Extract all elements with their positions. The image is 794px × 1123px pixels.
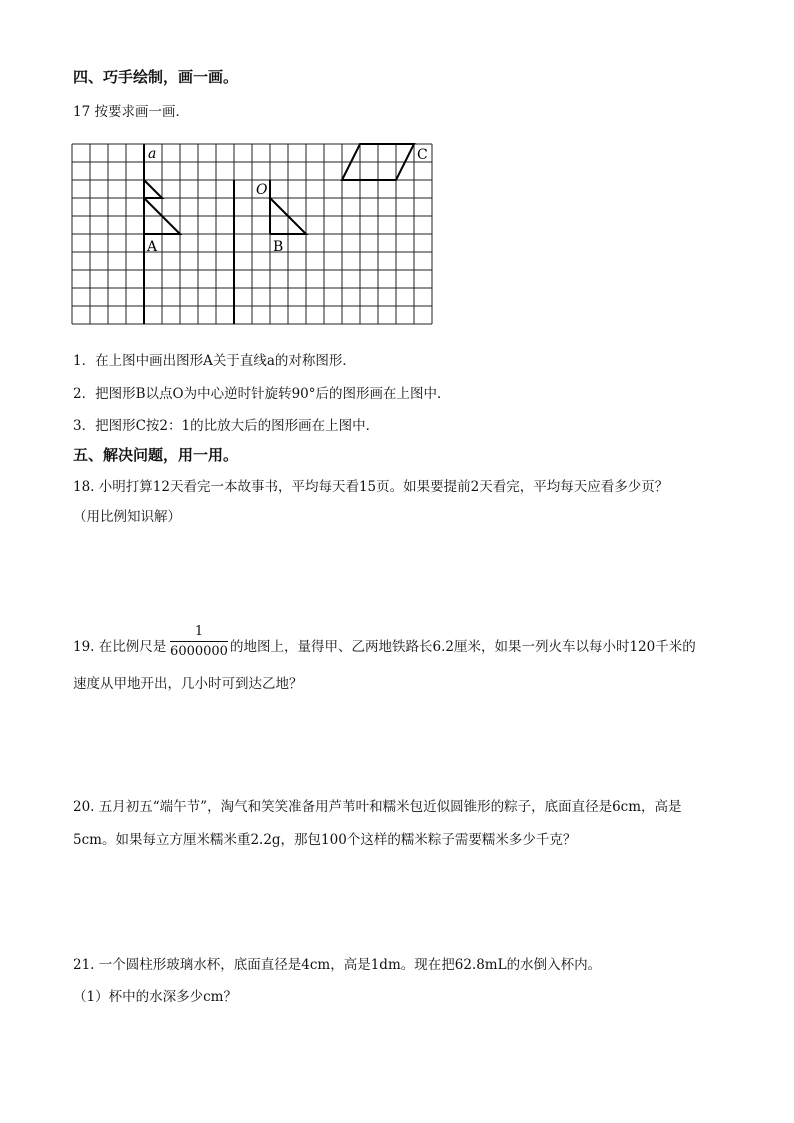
question-19-suffix: 的地图上，量得甲、乙两地铁路长6.2厘米，如果一列火车以每小时120千米的 bbox=[230, 639, 696, 655]
question-20-line2: 5cm。如果每立方厘米糯米重2.2g，那包100个这样的糯米粽子需要糯米多少千克？ bbox=[73, 832, 577, 848]
question-19-line2: 速度从甲地开出，几小时可到达乙地？ bbox=[73, 676, 303, 692]
fraction-denominator: 6000000 bbox=[170, 644, 228, 659]
question-19-prefix: 19. 在比例尺是 bbox=[73, 639, 167, 655]
grid-lines bbox=[72, 144, 432, 324]
label-b-figure: B bbox=[273, 239, 284, 255]
question-21-line1: 21. 一个圆柱形玻璃水杯，底面直径是4cm，高是1dm。现在把62.8mL的水倒入杯内。 bbox=[73, 957, 602, 973]
label-a-figure: A bbox=[147, 239, 158, 255]
question-21-sub1: （1）杯中的水深多少cm？ bbox=[73, 989, 237, 1005]
label-o: O bbox=[256, 182, 268, 198]
label-c: C bbox=[417, 147, 428, 163]
task-1: 1．在上图中画出图形A关于直线a的对称图形． bbox=[73, 353, 356, 369]
question-20-line1: 20. 五月初五“端午节”，淘气和笑笑准备用芦苇叶和糯米包近似圆锥形的粽子，底面直径是6cm，高是 bbox=[73, 799, 682, 815]
task-2: 2．把图形B以点O为中心逆时针旋转90°后的图形画在上图中． bbox=[73, 386, 451, 402]
section4-heading: 四、巧手绘制，画一画。 bbox=[73, 68, 239, 86]
question-17-title: 17 按要求画一画． bbox=[73, 104, 189, 120]
drawing-grid bbox=[70, 142, 438, 332]
fraction-bar bbox=[170, 641, 228, 642]
question-18-line1: 18. 小明打算12天看完一本故事书，平均每天看15页。如果要提前2天看完，平均每天应看多少页？ bbox=[73, 479, 669, 495]
label-a: a bbox=[148, 146, 157, 162]
scale-fraction bbox=[170, 624, 228, 659]
small-triangle-shape bbox=[144, 180, 162, 198]
question-18-line2: （用比例知识解） bbox=[73, 509, 181, 525]
fraction-numerator: 1 bbox=[194, 624, 204, 639]
section5-heading: 五、解决问题，用一用。 bbox=[73, 446, 239, 464]
task-3: 3．把图形C按2：1的比放大后的图形画在上图中． bbox=[73, 418, 380, 434]
